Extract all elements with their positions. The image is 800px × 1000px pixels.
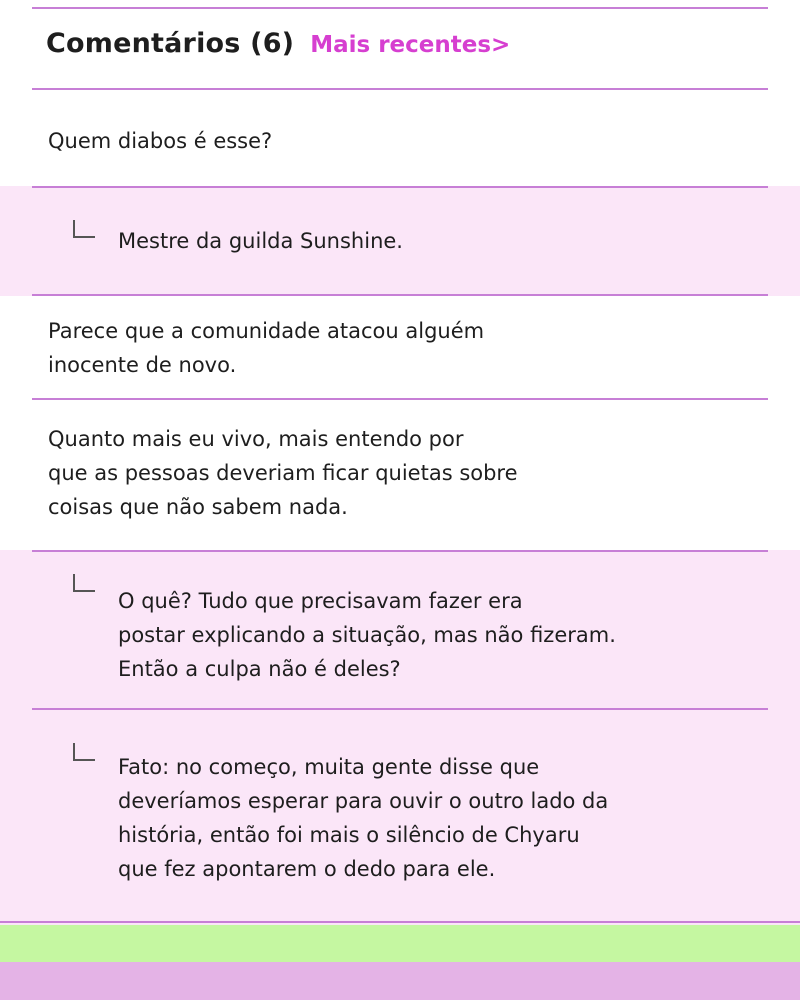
reply-arrow-icon	[73, 220, 95, 238]
comment-item: Parece que a comunidade atacou alguém inocente de novo.	[48, 319, 485, 377]
comment-item: Quanto mais eu vivo, mais entendo por que as pessoas deveriam ficar quietas sobre coisas que não sabem nada.	[48, 427, 518, 519]
divider	[32, 294, 768, 296]
divider	[32, 186, 768, 188]
divider	[32, 88, 768, 90]
reply-item: Mestre da guilda Sunshine.	[118, 229, 403, 253]
reply-item: O quê? Tudo que precisavam fazer era postar explicando a situação, mas não fizeram. Então a culpa não é deles?	[118, 589, 616, 681]
reply-arrow-icon	[73, 743, 95, 761]
reply-item: Fato: no começo, muita gente disse que deveríamos esperar para ouvir o outro lado da história, então foi mais o silêncio de Chyaru que fez apontarem o dedo para ele.	[118, 755, 609, 881]
divider	[32, 550, 768, 552]
divider	[32, 398, 768, 400]
reply-arrow-icon	[73, 574, 95, 592]
divider	[0, 921, 800, 923]
divider	[32, 708, 768, 710]
comments-header	[46, 28, 510, 59]
sort-recent-link[interactable]: Mais recentes>	[310, 32, 511, 58]
divider	[32, 7, 768, 9]
comments-title: Comentários (6)	[46, 28, 295, 59]
footer-purple-bar	[0, 962, 800, 1000]
footer-green-bar	[0, 925, 800, 962]
comment-item: Quem diabos é esse?	[48, 129, 273, 153]
